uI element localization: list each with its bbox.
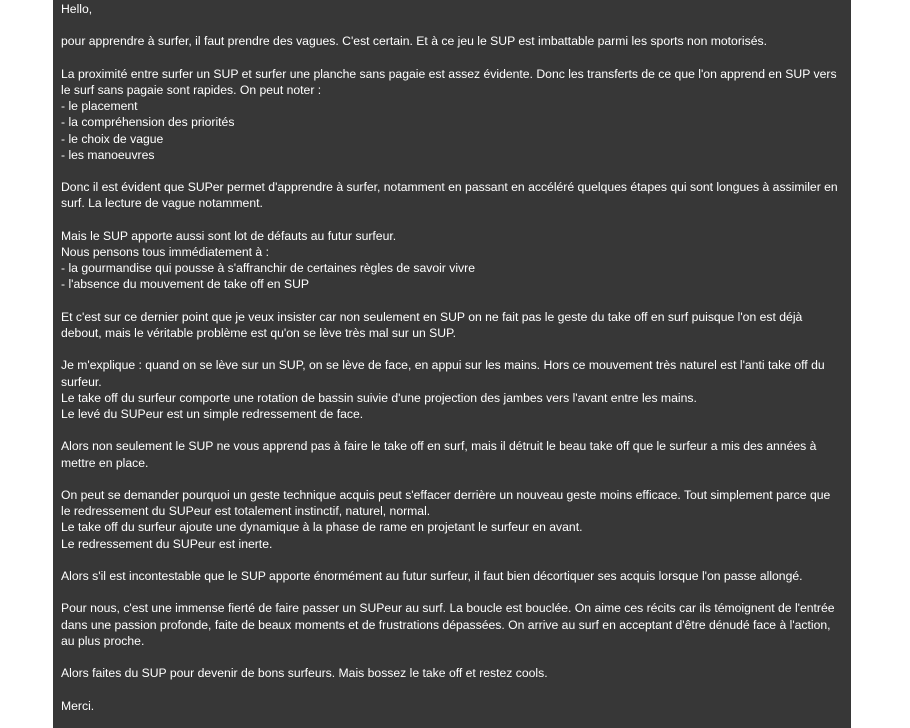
greeting: Hello,	[61, 2, 93, 16]
paragraph-conclusion: Alors faites du SUP pour devenir de bons surfeurs. Mais bossez le take off et restez cools.	[61, 666, 548, 681]
paragraph-transfers: La proximité entre surfer un SUP et surfer une planche sans pagaie est assez évidente. Donc les transferts de ce que l'on apprend en SUP vers le surf sans pagaie sont rapides. On peut noter : - le placement - la compréhension des priorités - le choix de vague - les manoeuvres	[61, 66, 837, 162]
sign-off: Merci.	[61, 698, 95, 713]
paragraph-evident: Donc il est évident que SUPer permet d'apprendre à surfer, notamment en passant en accéléré quelques étapes qui sont longues à assimiler en surf. La lecture de vague notamment.	[61, 180, 838, 211]
paragraph-explain: Je m'explique : quand on se lève sur un SUP, on se lève de face, en appui sur les mains. Hors ce mouvement très naturel est l'anti take off du surfeur. Le take off du surfeur comporte une rotation de bassin suivie d'une projection des jambes vers l'avant entre les mains. Le levé du SUPeur est un simple redressement de face.	[61, 358, 825, 421]
message-body	[61, 1, 843, 728]
paragraph-intro: pour apprendre à surfer, il faut prendre des vagues. C'est certain. Et à ce jeu le SUP est imbattable parmi les sports non motorisés.	[61, 34, 767, 49]
paragraph-destroys: Alors non seulement le SUP ne vous apprend pas à faire le take off en surf, mais il détruit le beau take off que le surfeur a mis des années à mettre en place.	[61, 439, 817, 470]
paragraph-insist: Et c'est sur ce dernier point que je veux insister car non seulement en SUP on ne fait pas le geste du take off en surf puisque l'on est déjà debout, mais le véritable problème est qu'on se lève très mal sur un SUP.	[61, 309, 803, 340]
paragraph-why: On peut se demander pourquoi un geste technique acquis peut s'effacer derrière un nouveau geste moins efficace. Tout simplement parce que le redressement du SUPeur est totalement instinctif, naturel, normal. Le take off du surfeur ajoute une dynamique à la phase de rame en projetant le surfeur en avant. Le redressement du SUPeur est inerte.	[61, 487, 831, 551]
paragraph-incontestable: Alors s'il est incontestable que le SUP apporte énormément au futur surfeur, il faut bien décortiquer ses acquis lorsque l'on passe allongé.	[61, 568, 803, 583]
message-panel	[53, 0, 851, 728]
paragraph-pride: Pour nous, c'est une immense fierté de faire passer un SUPeur au surf. La boucle est bouclée. On aime ces récits car ils témoignent de l'entrée dans une passion profonde, faite de beaux moments et de frustrations dépassées. On arrive au surf en acceptant d'être dénudé face à l'action, au plus proche.	[61, 601, 835, 648]
paragraph-defects: Mais le SUP apporte aussi sont lot de défauts au futur surfeur. Nous pensons tous immédiatement à : - la gourmandise qui pousse à s'affranchir de certaines règles de savoir vivre - l'absence du mouvement de take off en SUP	[61, 228, 475, 292]
